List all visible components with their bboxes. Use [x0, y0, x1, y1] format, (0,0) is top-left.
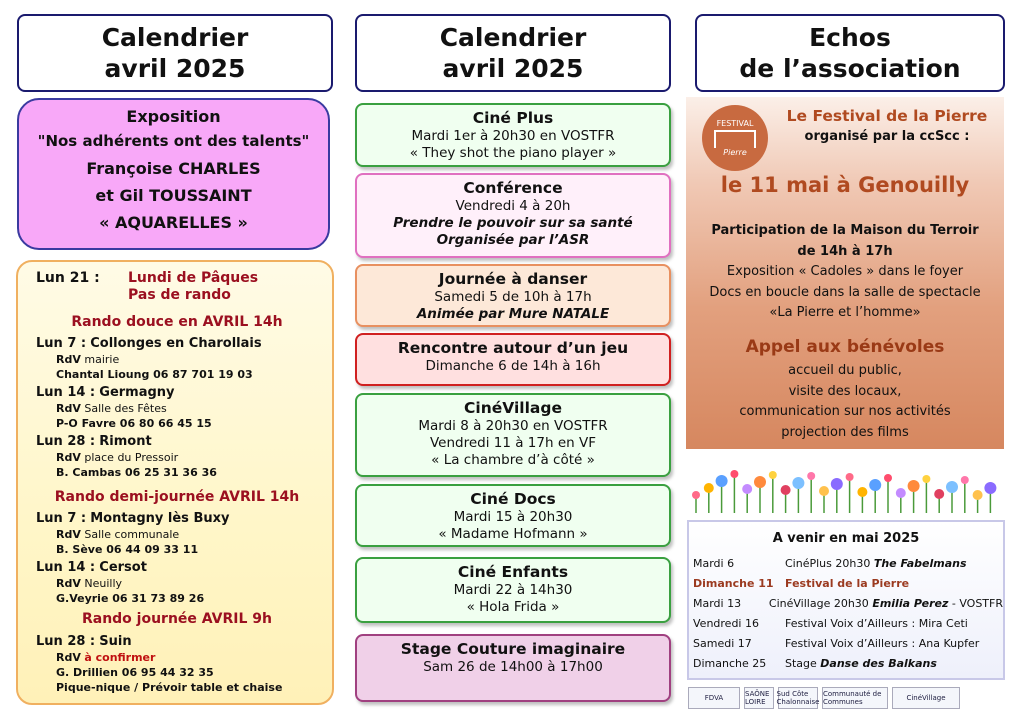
upcoming-event-wrap [785, 614, 968, 634]
douce-contact: Chantal Lioung 06 87 701 19 03 [56, 368, 253, 381]
flower-head [884, 474, 892, 482]
demi-day: Lun 14 : [36, 560, 96, 575]
upcoming-date: Mardi 13 [693, 597, 742, 610]
douce-place: Collonges en Charollais [90, 336, 262, 351]
event-highlight: Animée par Mure NATALE [416, 306, 610, 322]
event-title: CinéVillage [464, 399, 562, 417]
journee-place: Suin [99, 634, 132, 649]
douce-place: Germagny [99, 385, 175, 400]
flower-head [692, 491, 700, 499]
upcoming-event: Stage [785, 657, 821, 670]
flower-head [792, 477, 804, 489]
exposition-box [17, 98, 330, 250]
event-line: « La chambre d’à côté » [431, 452, 595, 468]
upcoming-box [687, 520, 1005, 680]
event-title: Ciné Docs [470, 490, 556, 508]
event-line: Samedi 5 de 10h à 17h [434, 289, 592, 305]
exposition-artist1: Françoise CHARLES [86, 159, 261, 178]
demi-place: Montagny lès Buxy [90, 511, 230, 526]
douce-item [36, 335, 332, 382]
flower-head [896, 488, 906, 498]
upcoming-row [689, 594, 1003, 614]
festival-task: accueil du public, [788, 363, 902, 378]
upcoming-list [689, 554, 1003, 674]
event-box [355, 393, 671, 477]
header-col2-line2: avril 2025 [442, 54, 584, 83]
journee-day: Lun 28 : [36, 634, 96, 649]
douce-rdv: place du Pressoir [84, 451, 179, 464]
event-title: Rencontre autour d’un jeu [397, 339, 629, 357]
upcoming-title: A venir en mai 2025 [772, 531, 920, 546]
upcoming-date: Vendredi 16 [693, 617, 759, 630]
partner-logos [688, 684, 1006, 712]
event-box [355, 484, 671, 547]
flower-head [769, 471, 777, 479]
flower-head [754, 476, 766, 488]
douce-rdv-row [36, 352, 332, 367]
flower-head [857, 487, 867, 497]
rando-douce-list [36, 335, 332, 480]
flower-head [704, 483, 714, 493]
event-box [355, 557, 671, 623]
exposition-quote: "Nos adhérents ont des talents" [37, 132, 310, 150]
flower-head [819, 486, 829, 496]
douce-contact: P-O Favre 06 80 66 45 15 [56, 417, 212, 430]
festival-logo [702, 105, 768, 171]
demi-rdv-label: RdV [56, 528, 81, 541]
upcoming-event-wrap [769, 594, 1003, 614]
douce-rdv-row [36, 450, 332, 465]
festival-participation: Participation de la Maison du Terroir [711, 223, 979, 238]
upcoming-event: CinéPlus 20h30 [785, 557, 874, 570]
flower-head [846, 473, 854, 481]
flower-head [730, 470, 738, 478]
upcoming-event-wrap [785, 574, 909, 594]
festival-task: communication sur nos activités [739, 404, 951, 419]
event-line: Mardi 15 à 20h30 [453, 509, 573, 525]
demi-rdv: Salle communale [84, 528, 180, 541]
event-line: Dimanche 6 de 14h à 16h [425, 358, 601, 374]
flower-head [807, 472, 815, 480]
douce-contact: B. Cambas 06 25 31 36 36 [56, 466, 217, 479]
demi-line [36, 559, 332, 576]
event-title: Ciné Enfants [457, 563, 569, 581]
event-box [355, 634, 671, 702]
festival-expo: Exposition « Cadoles » dans le foyer [726, 264, 964, 279]
journee-rdv-label: RdV [56, 651, 81, 664]
lun21-note2: Pas de rando [128, 287, 231, 303]
event-title: Journée à danser [438, 270, 588, 288]
event-line: Mardi 22 à 14h30 [453, 582, 573, 598]
rando-demi-title: Rando demi-journée AVRIL 14h [54, 489, 300, 505]
upcoming-event-wrap [785, 634, 979, 654]
flower-head [934, 489, 944, 499]
journee-rdv: à confirmer [84, 651, 156, 664]
event-box [355, 333, 671, 386]
flower-head [973, 490, 983, 500]
header-col3 [695, 14, 1005, 92]
event-line: Vendredi 11 à 17h en VF [429, 435, 596, 451]
upcoming-event-title: Emilia Perez [872, 597, 949, 610]
douce-rdv-label: RdV [56, 402, 81, 415]
header-col1-line2: avril 2025 [104, 54, 246, 83]
upcoming-event: Festival Voix d’Ailleurs : Mira Ceti [785, 617, 968, 630]
flower-head [908, 480, 920, 492]
flower-head [742, 484, 752, 494]
festival-docs2: «La Pierre et l’homme» [769, 305, 921, 320]
douce-day: Lun 7 : [36, 336, 87, 351]
event-title: Conférence [463, 179, 563, 197]
douce-line [36, 433, 332, 450]
douce-item [36, 384, 332, 431]
event-box [355, 264, 671, 327]
demi-line [36, 510, 332, 527]
festival-task: visite des locaux, [788, 383, 902, 399]
event-line: Vendredi 4 à 20h [455, 198, 571, 214]
douce-day: Lun 28 : [36, 434, 96, 449]
douce-rdv: mairie [84, 353, 120, 366]
header-col3-line2: de l’association [739, 54, 961, 83]
douce-item [36, 433, 332, 480]
upcoming-event: Festival de la Pierre [785, 577, 910, 590]
lun21-day: Lun 21 : [36, 270, 100, 286]
demi-rdv-row [36, 576, 332, 591]
upcoming-event-title: Danse des Balkans [820, 657, 937, 670]
flower-head [922, 475, 930, 483]
douce-rdv-label: RdV [56, 353, 81, 366]
flower-head [831, 478, 843, 490]
upcoming-date: Dimanche 11 [693, 577, 774, 590]
partner-logo: SAÔNE LOIRE [744, 687, 774, 709]
event-highlight: Prendre le pouvoir sur sa santé [393, 215, 633, 231]
demi-item [36, 559, 332, 606]
festival-docs: Docs en boucle dans la salle de spectacle [709, 284, 981, 300]
rando-demi-list [36, 510, 332, 606]
demi-rdv-row [36, 527, 332, 542]
partner-logo: Communauté de Communes [822, 687, 888, 709]
douce-rdv-row [36, 401, 332, 416]
rando-journee-title: Rando journée AVRIL 9h [81, 611, 273, 627]
flower-head [961, 476, 969, 484]
rando-douce-title: Rando douce en AVRIL 14h [71, 314, 283, 330]
festival-box [686, 97, 1004, 449]
header-col1 [17, 14, 333, 92]
demi-contact: B. Sève 06 44 09 33 11 [56, 543, 199, 556]
festival-logo-text: FESTIVAL [716, 119, 754, 128]
event-line: « Madame Hofmann » [438, 526, 588, 542]
header-col2 [355, 14, 671, 92]
douce-line [36, 384, 332, 401]
douce-rdv: Salle des Fêtes [84, 402, 167, 415]
demi-place: Cersot [99, 560, 147, 575]
flower-head [984, 482, 996, 494]
upcoming-date: Mardi 6 [693, 557, 735, 570]
upcoming-event: CinéVillage 20h30 [768, 597, 873, 610]
upcoming-event-title: The Fabelmans [873, 557, 967, 570]
demi-rdv: Neuilly [84, 577, 123, 590]
upcoming-row [689, 614, 1003, 634]
festival-organizer: organisé par la ccScc : [804, 129, 970, 144]
festival-hours: de 14h à 17h [797, 243, 893, 259]
flower-head [946, 481, 958, 493]
upcoming-row [689, 554, 1003, 574]
flower-head [869, 479, 881, 491]
exposition-theme: « AQUARELLES » [99, 213, 248, 232]
rando-journee-item [36, 633, 332, 695]
header-col2-line1: Calendrier [439, 23, 587, 52]
flower-head [716, 475, 728, 487]
event-line: « Hola Frida » [466, 599, 560, 615]
upcoming-event-wrap [785, 654, 937, 674]
upcoming-event: Festival Voix d’Ailleurs : Ana Kupfer [785, 637, 980, 650]
flowers-decoration [688, 455, 1004, 513]
upcoming-event-wrap [785, 554, 967, 574]
flower-head [781, 485, 791, 495]
festival-date: le 11 mai à Genouilly [720, 173, 970, 197]
journee-contact: G. Drillien 06 95 44 32 35 [56, 666, 214, 679]
demi-day: Lun 7 : [36, 511, 87, 526]
upcoming-date: Samedi 17 [693, 637, 752, 650]
festival-logo-sub: Pierre [723, 148, 747, 157]
event-box [355, 173, 671, 258]
partner-logo: CinéVillage [892, 687, 960, 709]
festival-appel: Appel aux bénévoles [745, 337, 945, 357]
douce-place: Rimont [99, 434, 152, 449]
festival-title: Le Festival de la Pierre [786, 107, 988, 125]
upcoming-row [689, 574, 1003, 594]
upcoming-row [689, 634, 1003, 654]
event-line: Mardi 8 à 20h30 en VOSTFR [418, 418, 608, 434]
lun21-note1: Lundi de Pâques [128, 270, 259, 286]
exposition-artist2: et Gil TOUSSAINT [95, 186, 252, 205]
upcoming-event-tail: - VOSTFR [948, 597, 1003, 610]
douce-line [36, 335, 332, 352]
event-title: Stage Couture imaginaire [400, 640, 626, 658]
rando-box [16, 260, 334, 705]
header-col1-line1: Calendrier [101, 23, 249, 52]
event-line: Mardi 1er à 20h30 en VOSTFR [411, 128, 615, 144]
exposition-title: Exposition [126, 107, 221, 126]
event-line: « They shot the piano player » [409, 145, 617, 161]
event-box [355, 103, 671, 167]
event-highlight: Organisée par l’ASR [436, 232, 590, 248]
festival-tasks [686, 361, 1004, 443]
douce-rdv-label: RdV [56, 451, 81, 464]
upcoming-row [689, 654, 1003, 674]
upcoming-date: Dimanche 25 [693, 657, 767, 670]
demi-item [36, 510, 332, 557]
journee-note: Pique-nique / Prévoir table et chaise [56, 681, 283, 694]
demi-contact: G.Veyrie 06 31 73 89 26 [56, 592, 205, 605]
lun21-row [36, 270, 332, 304]
event-title: Ciné Plus [472, 109, 554, 127]
partner-logo: FDVA [688, 687, 740, 709]
event-line: Sam 26 de 14h00 à 17h00 [423, 659, 603, 675]
festival-task: projection des films [781, 424, 909, 440]
douce-day: Lun 14 : [36, 385, 96, 400]
festival-logo-arch-icon [714, 130, 756, 148]
demi-rdv-label: RdV [56, 577, 81, 590]
header-col3-line1: Echos [809, 23, 891, 52]
partner-logo: Sud Côte Chalonnaise [778, 687, 818, 709]
